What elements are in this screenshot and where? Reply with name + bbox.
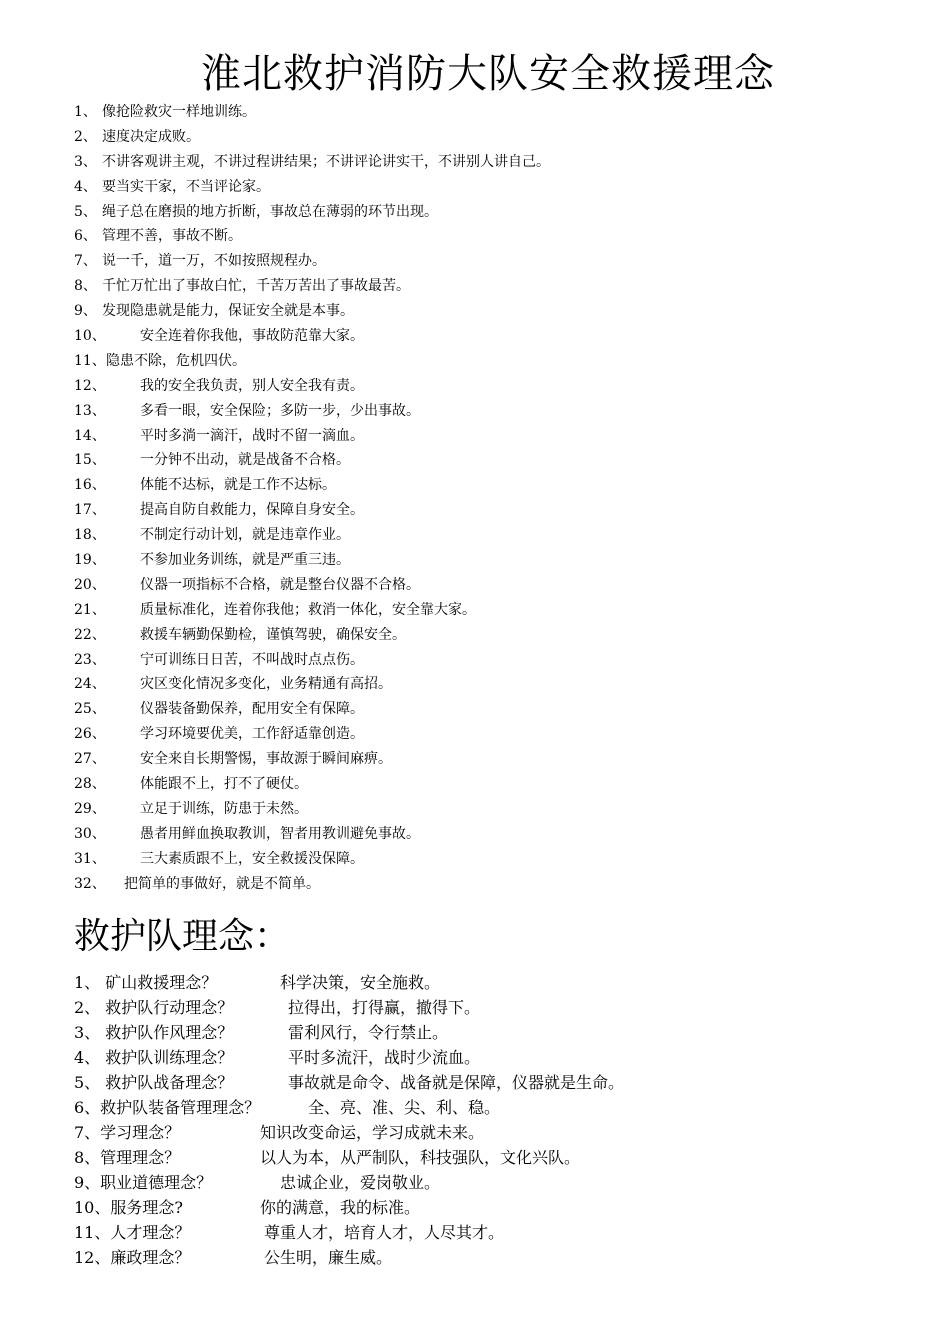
list-item (74, 399, 550, 424)
item-text: 不制定行动计划，就是违章作业。 (140, 527, 350, 544)
list-item (74, 249, 550, 274)
item-number: 11、 (74, 352, 106, 369)
item-number: 22、 (74, 626, 106, 643)
concept-answer: 全、亮、准、尖、利、稳。 (308, 1098, 501, 1117)
item-text: 不参加业务训练，就是严重三违。 (140, 552, 350, 569)
list-item (74, 548, 550, 573)
list-item (74, 573, 550, 598)
list-item (74, 473, 550, 498)
item-number: 30、 (74, 825, 106, 842)
concept-question: 8、管理理念？ (74, 1148, 181, 1167)
concept-answer: 知识改变命运，学习成就未来。 (260, 1123, 485, 1142)
list-item (74, 598, 550, 623)
list-item (74, 299, 550, 324)
item-text: 安全来自长期警惕，事故源于瞬间麻痹。 (140, 751, 392, 768)
item-text: 要当实干家，不当评论家。 (102, 178, 270, 195)
list-item (74, 822, 550, 847)
item-text: 千忙万忙出了事故白忙，千苦万苦出了事故最苦。 (102, 278, 410, 295)
list-item (74, 150, 550, 175)
item-number: 17、 (74, 502, 106, 519)
concept-answer: 事故就是命令、战备就是保障，仪器就是生命。 (288, 1073, 625, 1092)
item-number: 16、 (74, 477, 106, 494)
item-text: 安全连着你我他，事故防范靠大家。 (140, 328, 364, 345)
item-number: 9、 (74, 303, 97, 320)
concept-question: 7、学习理念？ (74, 1123, 181, 1142)
list-item (74, 722, 550, 747)
item-number: 29、 (74, 800, 106, 817)
item-number: 14、 (74, 427, 106, 444)
item-number: 20、 (74, 576, 106, 593)
concept-answer: 以人为本，从严制队，科技强队，文化兴队。 (260, 1148, 581, 1167)
document-title: 淮北救护消防大队安全救援理念 (201, 51, 775, 97)
concept-answer: 尊重人才，培育人才，人尽其才。 (264, 1223, 505, 1242)
item-number: 15、 (74, 452, 106, 469)
item-number: 32、 (74, 875, 106, 892)
list-item (74, 374, 550, 399)
item-text: 立足于训练，防患于未然。 (140, 800, 308, 817)
item-text: 发现隐患就是能力，保证安全就是本事。 (102, 303, 354, 320)
item-text: 隐患不除，危机四伏。 (106, 352, 246, 369)
concept-answer: 平时多流汗，战时少流血。 (288, 1048, 481, 1067)
section-heading: 救护队理念： (74, 916, 291, 957)
list-item (74, 175, 550, 200)
item-number: 7、 (74, 253, 97, 270)
list-item (74, 274, 550, 299)
item-number: 10、 (74, 328, 106, 345)
item-number: 25、 (74, 701, 106, 718)
list-item (74, 747, 550, 772)
list-item (74, 125, 550, 150)
concept-question: 6、救护队装备管理理念？ (74, 1098, 261, 1117)
concept-question: 2、 救护队行动理念？ (74, 998, 234, 1017)
concept-question: 4、 救护队训练理念？ (74, 1048, 234, 1067)
concept-question: 12、廉政理念？ (74, 1248, 191, 1267)
item-text: 学习环境要优美，工作舒适靠创造。 (140, 726, 364, 743)
concept-answer: 公生明，廉生威。 (264, 1248, 393, 1267)
item-number: 2、 (74, 128, 97, 145)
list-item (74, 349, 550, 374)
concept-question: 11、人才理念？ (74, 1223, 191, 1242)
item-number: 23、 (74, 651, 106, 668)
list-item (74, 224, 550, 249)
list-item (74, 847, 550, 872)
concept-question: 9、职业道德理念？ (74, 1173, 213, 1192)
item-text: 我的安全我负责，别人安全我有责。 (140, 377, 364, 394)
item-number: 21、 (74, 601, 106, 618)
safety-principles-list (74, 100, 550, 897)
list-item (74, 200, 550, 225)
list-item (74, 498, 550, 523)
concept-question: 1、 矿山救援理念？ (74, 973, 218, 992)
item-number: 19、 (74, 552, 106, 569)
list-item (74, 424, 550, 449)
list-item (74, 797, 550, 822)
concept-answer: 科学决策，安全施救。 (280, 973, 441, 992)
item-text: 三大素质跟不上，安全救援没保障。 (140, 850, 364, 867)
item-text: 不讲客观讲主观，不讲过程讲结果；不讲评论讲实干，不讲别人讲自己。 (102, 153, 550, 170)
item-text: 灾区变化情况多变化，业务精通有高招。 (140, 676, 392, 693)
concept-question: 3、 救护队作风理念？ (74, 1023, 234, 1042)
concept-question: 10、服务理念? (74, 1198, 183, 1217)
item-number: 4、 (74, 178, 97, 195)
list-item (74, 448, 550, 473)
item-text: 平时多淌一滴汗，战时不留一滴血。 (140, 427, 364, 444)
item-text: 像抢险救灾一样地训练。 (102, 104, 256, 120)
item-number: 28、 (74, 776, 106, 793)
item-number: 6、 (74, 228, 97, 245)
item-text: 提高自防自救能力，保障自身安全。 (140, 502, 364, 519)
item-text: 愚者用鲜血换取教训，智者用教训避免事故。 (140, 825, 420, 842)
item-text: 救援车辆勤保勤检，谨慎驾驶，确保安全。 (140, 626, 406, 643)
list-item (74, 772, 550, 797)
item-text: 仪器一项指标不合格，就是整台仪器不合格。 (140, 576, 420, 593)
item-number: 26、 (74, 726, 106, 743)
list-item (74, 697, 550, 722)
list-item (74, 623, 550, 648)
item-number: 31、 (74, 850, 106, 867)
item-text: 质量标准化，连着你我他；救消一体化，安全靠大家。 (140, 601, 476, 618)
concept-answer: 雷利风行，令行禁止。 (288, 1023, 449, 1042)
concept-answer: 忠诚企业，爱岗敬业。 (280, 1173, 441, 1192)
item-number: 1、 (74, 104, 97, 120)
item-text: 速度决定成败。 (102, 128, 200, 145)
concept-answer: 拉得出，打得赢，撤得下。 (288, 998, 481, 1017)
item-number: 5、 (74, 203, 97, 220)
item-text: 把简单的事做好，就是不简单。 (124, 875, 320, 892)
list-item (74, 324, 550, 349)
item-text: 说一千，道一万，不如按照规程办。 (102, 253, 326, 270)
item-text: 体能不达标，就是工作不达标。 (140, 477, 336, 494)
list-item (74, 523, 550, 548)
item-text: 绳子总在磨损的地方折断，事故总在薄弱的环节出现。 (102, 203, 438, 220)
item-number: 27、 (74, 751, 106, 768)
item-number: 3、 (74, 153, 97, 170)
list-item (74, 672, 550, 697)
item-number: 18、 (74, 527, 106, 544)
item-number: 12、 (74, 377, 106, 394)
item-number: 24、 (74, 676, 106, 693)
item-text: 宁可训练日日苦，不叫战时点点伤。 (140, 651, 364, 668)
item-text: 管理不善，事故不断。 (102, 228, 242, 245)
item-text: 一分钟不出动，就是战备不合格。 (140, 452, 350, 469)
concept-question: 5、 救护队战备理念？ (74, 1073, 234, 1092)
item-number: 13、 (74, 402, 106, 419)
item-number: 8、 (74, 278, 97, 295)
concept-answer: 你的满意，我的标准。 (260, 1198, 421, 1217)
item-text: 体能跟不上，打不了硬仗。 (140, 776, 308, 793)
item-text: 仪器装备勤保养，配用安全有保障。 (140, 701, 364, 718)
list-item (74, 648, 550, 673)
list-item (74, 872, 550, 897)
item-text: 多看一眼，安全保险；多防一步，少出事故。 (140, 402, 420, 419)
list-item (74, 100, 550, 125)
